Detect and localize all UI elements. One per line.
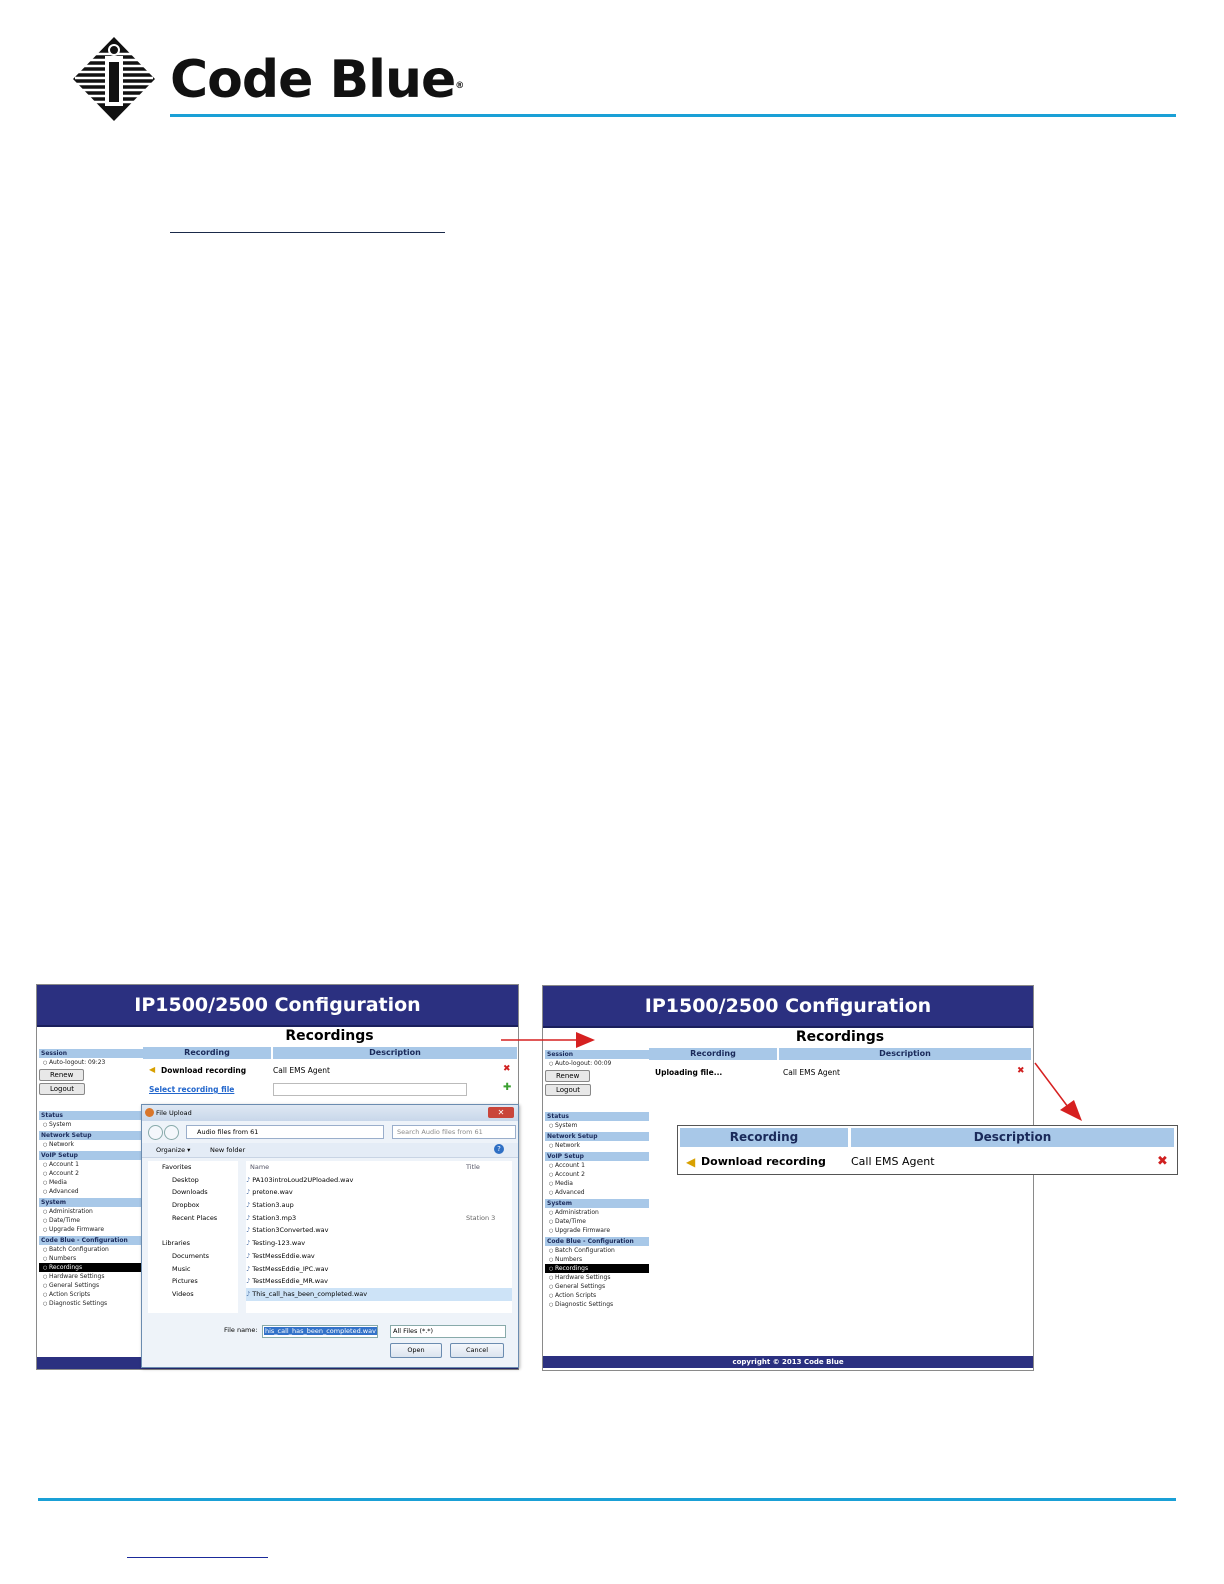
nav-favorites[interactable]: Favorites [162, 1163, 192, 1171]
file-item[interactable]: ♪ TestMessEddie_MR.wav [246, 1275, 512, 1288]
sidebar-header-session: Session [39, 1049, 143, 1058]
sidebar-item-numbers[interactable]: ○ Numbers [545, 1255, 649, 1264]
panel-title: IP1500/2500 Configuration [543, 986, 1033, 1028]
sidebar-item-advanced[interactable]: ○ Advanced [545, 1188, 649, 1197]
add-icon[interactable]: ✚ [503, 1082, 512, 1093]
sidebar-item-upgrade[interactable]: ○ Upgrade Firmware [545, 1226, 649, 1235]
sidebar-item-general[interactable]: ○ General Settings [545, 1282, 649, 1291]
sidebar-item-system[interactable]: ○ System [545, 1121, 649, 1130]
nav-libraries[interactable]: Libraries [162, 1239, 191, 1248]
nav-dropbox[interactable]: Dropbox [172, 1201, 200, 1210]
description-value: Call EMS Agent [783, 1068, 840, 1077]
callout-col-description: Description [851, 1128, 1174, 1147]
file-item[interactable]: ♪ TestMessEddie_IPC.wav [246, 1263, 512, 1276]
sidebar-item-datetime[interactable]: ○ Date/Time [545, 1217, 649, 1226]
callout-description-value: Call EMS Agent [851, 1155, 935, 1168]
cancel-button[interactable]: Cancel [450, 1343, 504, 1358]
footer-rule [38, 1498, 1176, 1501]
description-value: Call EMS Agent [273, 1066, 330, 1075]
sidebar-item-upgrade[interactable]: ○ Upgrade Firmware [39, 1225, 143, 1234]
sidebar-item-action-scripts[interactable]: ○ Action Scripts [39, 1290, 143, 1299]
sidebar-header-session: Session [545, 1050, 649, 1059]
sidebar-header-system: System [545, 1199, 649, 1208]
auto-logout-text: ○ Auto-logout: 00:09 [545, 1059, 649, 1068]
panel-title: IP1500/2500 Configuration [37, 985, 518, 1027]
footer-link-underline [127, 1557, 268, 1558]
sidebar-item-batch[interactable]: ○ Batch Configuration [39, 1245, 143, 1254]
file-item[interactable]: ♪ Testing-123.wav [246, 1237, 512, 1250]
delete-icon[interactable]: ✖ [503, 1064, 511, 1074]
sidebar-header-voip: VoIP Setup [39, 1151, 143, 1160]
copyright-bar: copyright © 2013 Code Blue [543, 1356, 1033, 1368]
file-item[interactable]: ♪ Station3.mp3 Station 3 [246, 1212, 512, 1225]
sidebar-header-voip: VoIP Setup [545, 1152, 649, 1161]
sidebar-item-administration[interactable]: ○ Administration [39, 1207, 143, 1216]
delete-icon[interactable]: ✖ [1017, 1066, 1025, 1076]
sidebar-header-config: Code Blue - Configuration [545, 1237, 649, 1246]
open-button[interactable]: Open [390, 1343, 442, 1358]
speaker-icon: ◀ [149, 1065, 156, 1074]
auto-logout-text: ○ Auto-logout: 09:23 [39, 1058, 143, 1067]
renew-button[interactable]: Renew [39, 1069, 84, 1081]
sidebar-item-account1[interactable]: ○ Account 1 [545, 1161, 649, 1170]
sidebar-header-config: Code Blue - Configuration [39, 1236, 143, 1245]
sidebar-item-diagnostic[interactable]: ○ Diagnostic Settings [39, 1299, 143, 1308]
file-item-selected[interactable]: ♪ This_call_has_been_completed.wav [246, 1288, 512, 1301]
new-folder-button[interactable]: New folder [210, 1146, 246, 1154]
select-recording-link[interactable]: Select recording file [149, 1085, 235, 1094]
file-title: Station 3 [466, 1213, 496, 1222]
arrow-right [501, 1032, 595, 1048]
section-title: Recordings [795, 1029, 885, 1045]
dialog-title: File Upload [142, 1105, 518, 1121]
sidebar-item-account1[interactable]: ○ Account 1 [39, 1160, 143, 1169]
file-name-input[interactable]: his_call_has_been_completed.wav [262, 1325, 378, 1338]
col-title-header[interactable]: Title [466, 1163, 480, 1171]
file-name-label: File name: [224, 1326, 258, 1334]
col-description-header: Description [273, 1047, 517, 1059]
delete-icon[interactable]: ✖ [1157, 1154, 1168, 1169]
col-recording-header: Recording [143, 1047, 271, 1059]
nav-documents[interactable]: Documents [172, 1251, 210, 1260]
col-recording-header: Recording [649, 1048, 777, 1060]
logout-button[interactable]: Logout [545, 1084, 591, 1096]
nav-pictures[interactable]: Pictures [172, 1277, 198, 1286]
search-input[interactable]: Search Audio files from 61 [392, 1125, 516, 1139]
logout-button[interactable]: Logout [39, 1083, 85, 1095]
col-name-header[interactable]: Name [250, 1163, 270, 1171]
callout-col-recording: Recording [680, 1128, 848, 1147]
sidebar-item-general[interactable]: ○ General Settings [39, 1281, 143, 1290]
sidebar-item-recordings[interactable]: ○ Recordings [39, 1263, 143, 1272]
brand-name: Code Blue® [170, 50, 464, 110]
nav-downloads[interactable]: Downloads [172, 1188, 208, 1197]
file-item[interactable]: ♪ TestMessEddie.wav [246, 1250, 512, 1263]
sidebar-item-system[interactable]: ○ System [39, 1120, 143, 1129]
organize-button[interactable]: Organize ▾ [156, 1146, 191, 1154]
sidebar-item-hardware[interactable]: ○ Hardware Settings [545, 1273, 649, 1282]
sidebar-item-network[interactable]: ○ Network [545, 1141, 649, 1150]
sidebar-header-network: Network Setup [39, 1131, 143, 1140]
sidebar-item-recordings[interactable]: ○ Recordings [545, 1264, 649, 1273]
speaker-icon: ◀ [686, 1155, 696, 1169]
section-title: Recordings [285, 1028, 374, 1044]
sidebar-header-status: Status [545, 1112, 649, 1121]
file-item[interactable]: ♪ pretone.wav [246, 1186, 512, 1199]
callout-download-recording[interactable]: Download recording [701, 1155, 826, 1168]
file-item[interactable]: ♪ PA103introLoud2UPloaded.wav [246, 1174, 512, 1187]
file-type-select[interactable]: All Files (*.*) [390, 1325, 506, 1338]
sidebar-item-administration[interactable]: ○ Administration [545, 1208, 649, 1217]
address-bar[interactable]: Audio files from 61 [186, 1125, 384, 1139]
sidebar-item-action-scripts[interactable]: ○ Action Scripts [545, 1291, 649, 1300]
sidebar-header-status: Status [39, 1111, 143, 1120]
sidebar-header-network: Network Setup [545, 1132, 649, 1141]
sidebar-item-advanced[interactable]: ○ Advanced [39, 1187, 143, 1196]
sidebar-item-diagnostic[interactable]: ○ Diagnostic Settings [545, 1300, 649, 1309]
download-recording-link[interactable]: Download recording [161, 1066, 247, 1075]
help-icon[interactable]: ? [494, 1144, 504, 1154]
file-item[interactable]: ♪ Station3Converted.wav [246, 1224, 512, 1237]
sidebar-item-batch[interactable]: ○ Batch Configuration [545, 1246, 649, 1255]
nav-music[interactable]: Music [172, 1264, 191, 1273]
sidebar-item-numbers[interactable]: ○ Numbers [39, 1254, 143, 1263]
sidebar-item-account2[interactable]: ○ Account 2 [545, 1170, 649, 1179]
arrow-down-right [1035, 1063, 1082, 1121]
sidebar-item-account2[interactable]: ○ Account 2 [39, 1169, 143, 1178]
nav-videos[interactable]: Videos [172, 1289, 194, 1298]
sidebar-item-hardware[interactable]: ○ Hardware Settings [39, 1272, 143, 1281]
close-icon[interactable]: ✕ [488, 1107, 514, 1118]
sidebar-item-datetime[interactable]: ○ Date/Time [39, 1216, 143, 1225]
sidebar-header-system: System [39, 1198, 143, 1207]
nav-recent-places[interactable]: Recent Places [172, 1213, 218, 1222]
sidebar-item-media[interactable]: ○ Media [39, 1178, 143, 1187]
uploading-status: Uploading file... [655, 1068, 723, 1077]
sidebar-item-network[interactable]: ○ Network [39, 1140, 143, 1149]
renew-button[interactable]: Renew [545, 1070, 590, 1082]
sidebar-item-media[interactable]: ○ Media [545, 1179, 649, 1188]
nav-desktop[interactable]: Desktop [172, 1175, 199, 1184]
col-description-header: Description [779, 1048, 1031, 1060]
file-item[interactable]: ♪ Station3.aup [246, 1199, 512, 1212]
